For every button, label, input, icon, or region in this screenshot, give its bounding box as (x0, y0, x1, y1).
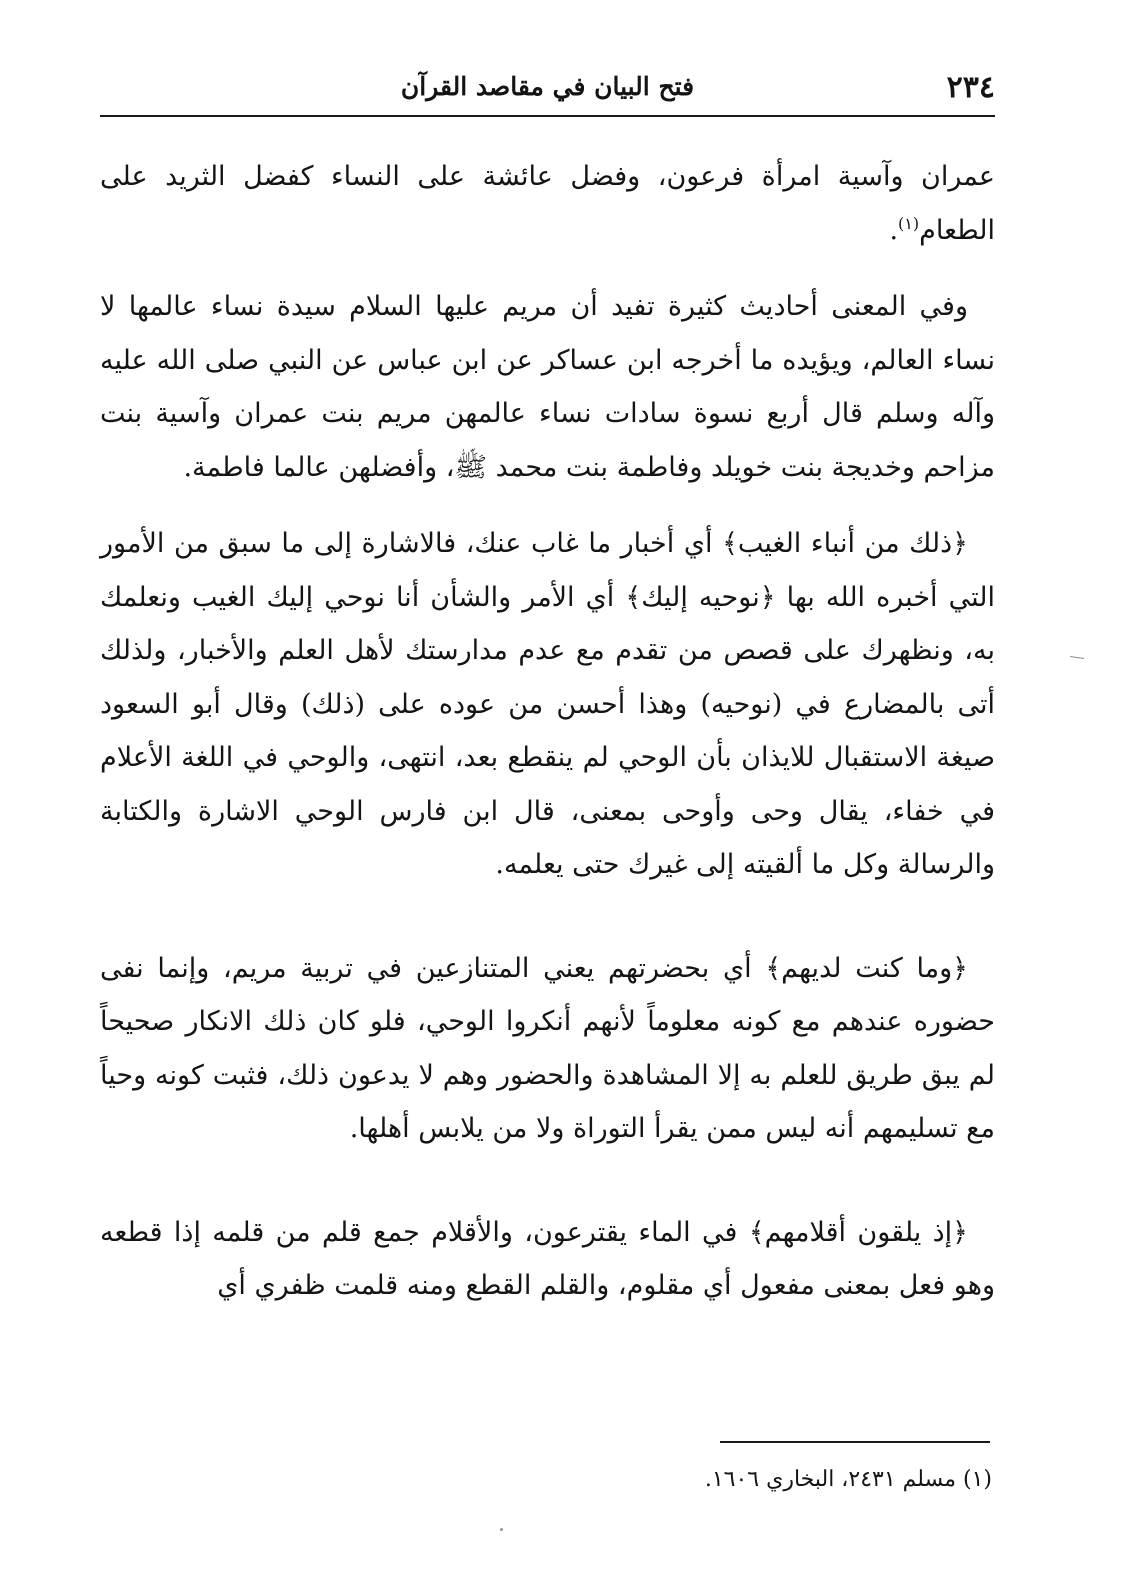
paragraph-4 (100, 942, 995, 1156)
paragraph-1-period: . (889, 214, 899, 246)
paragraph-5 (100, 1206, 995, 1313)
paragraph-5-text: ﴿إذ يلقون أقلامهم﴾ في الماء يقترعون، والأقلام جمع قلم من قلمه إذا قطعه وهو فعل بمعنى مفعول أي مقلوم، والقلم القطع ومنه قلمت ظفري أي (100, 1216, 995, 1301)
page-header (100, 68, 995, 114)
paragraph-3-text: ﴿ذلك من أنباء الغيب﴾ أي أخبار ما غاب عنك، فالاشارة إلى ما سبق من الأمور التي أخبره الله بها ﴿نوحيه إليك﴾ أي الأمر والشأن أنا نوحي إليك الغيب ونعلمك به، ونظهرك على قصص من تقدم مع عدم مدارستك لأهل العلم والأخبار، ولذلك أتى بالمضارع في (نوحيه) وهذا أحسن من عوده على (ذلك) وقال أبو السعود صيغة الاستقبال للايذان بأن الوحي لم ينقطع بعد، انتهى، والوحي في اللغة الأعلام في خفاء، يقال وحى وأوحى بمعنى، قال ابن فارس الوحي الاشارة والكتابة والرسالة وكل ما ألقيته إلى غيرك حتى يعلمه. (100, 528, 996, 880)
scan-speck (500, 1528, 503, 1531)
paragraph-2-text: وفي المعنى أحاديث كثيرة تفيد أن مريم عليها السلام سيدة نساء عالمها لا نساء العالم، ويؤيده ما أخرجه ابن عساكر عن ابن عباس عن النبي صلى الله عليه وآله وسلم قال أربع نسوة سادات نساء عالمهن مريم بنت عمران وآسية بنت مزاحم وخديجة بنت خويلد وفاطمة بنت محمد ﷺ، وأفضلهن عالما فاطمة. (100, 291, 995, 483)
footnote-reference: (١) (898, 213, 920, 233)
footnote-1: (١) مسلم ٢٤٣١، البخاري ١٦٠٦. (704, 1467, 992, 1492)
main-text (100, 150, 995, 1313)
page-number: ٢٣٤ (946, 70, 995, 105)
paragraph-4-text: ﴿وما كنت لديهم﴾ أي بحضرتهم يعني المتنازعين في تربية مريم، وإنما نفى حضوره عندهم مع كونه معلوماً لأنهم أنكروا الوحي، فلو كان ذلك الانكار صحيحاً لم يبق طريق للعلم به إلا المشاهدة والحضور وهم لا يدعون ذلك، فثبت كونه وحياً مع تسليمهم أنه ليس ممن يقرأ التوراة ولا من يلابس أهلها. (100, 952, 995, 1144)
running-title: فتح البيان في مقاصد القرآن (400, 72, 695, 101)
paragraph-1-text: عمران وآسية امرأة فرعون، وفضل عائشة على النساء كفضل الثريد على الطعام (100, 161, 995, 246)
header-divider (100, 115, 995, 117)
footnote-divider (720, 1441, 990, 1443)
paragraph-2 (100, 280, 995, 494)
paragraph-3 (100, 517, 995, 892)
scan-margin-mark (1070, 656, 1084, 659)
paragraph-1 (100, 150, 995, 257)
